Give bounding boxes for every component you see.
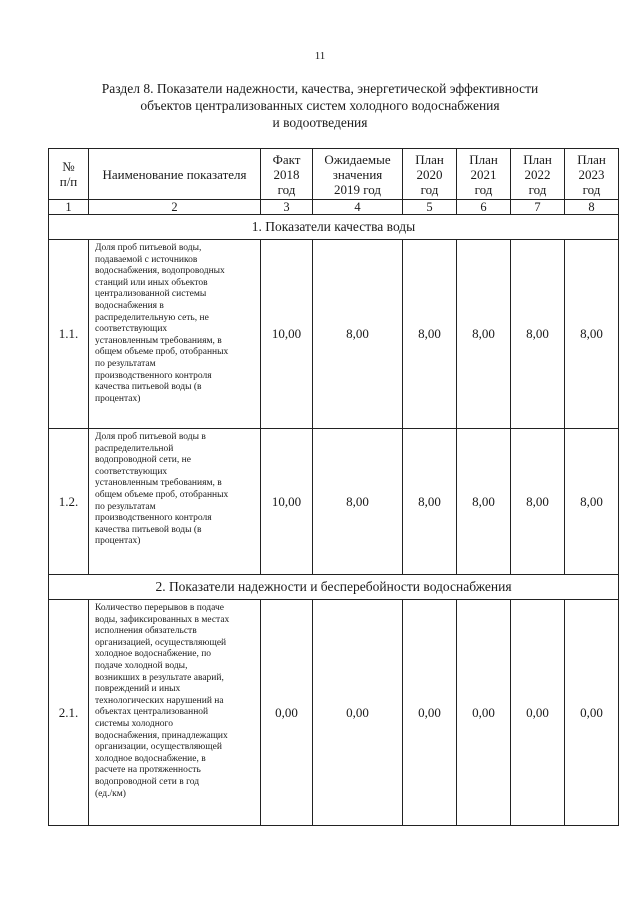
column-number: 8 <box>565 200 619 215</box>
section-title-line: Раздел 8. Показатели надежности, качества, энергетической эффективности <box>101 81 539 96</box>
column-header-line: п/п <box>59 174 78 189</box>
indicator-value: 8,00 <box>313 240 403 429</box>
indicator-name-line: подаваемой с источников <box>95 254 198 265</box>
indicator-name-line: распределительную сеть, не <box>95 312 209 323</box>
column-header-line: Факт <box>272 151 301 167</box>
indicator-name-line: технологических нарушений на <box>95 695 224 706</box>
column-number: 1 <box>49 200 89 215</box>
column-header-line: Наименование показателя <box>102 166 247 182</box>
row-number: 1.1. <box>49 240 89 429</box>
indicator-name-line: общем объеме проб, отобранных <box>95 489 229 500</box>
header-row <box>49 149 619 200</box>
page-number: 11 <box>314 50 326 62</box>
section-title-line: и водоотведения <box>272 115 368 130</box>
column-number: 3 <box>261 200 313 215</box>
column-header-line: 2021 <box>470 166 497 182</box>
indicator-name-line: производственного контроля <box>95 513 212 524</box>
indicators-table <box>48 148 619 826</box>
indicator-name-line: организацией, осуществляющей <box>95 637 227 648</box>
indicator-value: 10,00 <box>261 429 313 575</box>
section-title <box>60 80 580 131</box>
column-header <box>457 149 511 200</box>
column-header-line: год <box>420 181 439 197</box>
column-number: 6 <box>457 200 511 215</box>
indicator-name-line: станций или иных объектов <box>95 277 208 288</box>
column-header-line: 2023 <box>578 166 605 182</box>
indicator-name-line: процентах) <box>95 536 141 547</box>
indicator-value: 8,00 <box>403 429 457 575</box>
indicator-name-line: подаче холодной воды, <box>95 660 188 671</box>
indicator-name-line: (ед./км) <box>95 788 126 799</box>
column-header-line: значения <box>332 166 383 182</box>
indicator-value: 8,00 <box>511 429 565 575</box>
table-row <box>49 600 619 826</box>
indicator-name-line: исполнения обязательств <box>95 626 197 637</box>
column-number: 7 <box>511 200 565 215</box>
indicator-name <box>89 240 261 429</box>
column-number: 2 <box>89 200 261 215</box>
indicator-name-line: воды, зафиксированных в местах <box>95 614 230 625</box>
row-number: 2.1. <box>49 600 89 826</box>
column-header-line: № <box>62 159 75 174</box>
indicator-value: 8,00 <box>313 429 403 575</box>
indicator-value: 0,00 <box>403 600 457 826</box>
column-header-line: год <box>582 181 601 197</box>
indicator-value: 8,00 <box>457 240 511 429</box>
indicator-value: 0,00 <box>511 600 565 826</box>
section-heading: 2. Показатели надежности и бесперебойности водоснабжения <box>49 575 619 600</box>
indicator-name-line: по результатам <box>95 358 156 369</box>
indicator-name-line: производственного контроля <box>95 370 212 381</box>
column-header <box>49 149 89 200</box>
column-header-line: 2022 <box>524 166 551 182</box>
indicator-name-line: установленным требованиям, в <box>95 335 222 346</box>
indicator-name-line: соответствующих <box>95 324 168 335</box>
indicator-name-line: водоснабжения, принадлежащих <box>95 730 228 741</box>
column-header-line: Ожидаемые <box>324 151 391 167</box>
column-header-line: План <box>469 151 498 167</box>
indicator-name-line: водоснабжения в <box>95 300 164 311</box>
indicator-name-line: расчете на протяженность <box>95 765 201 776</box>
column-header <box>261 149 313 200</box>
section-heading: 1. Показатели качества воды <box>49 215 619 240</box>
indicator-value: 8,00 <box>403 240 457 429</box>
indicator-name <box>89 600 261 826</box>
column-header-line: год <box>277 181 296 197</box>
indicator-name <box>89 429 261 575</box>
indicator-name-line: Доля проб питьевой воды, <box>95 243 202 253</box>
column-header-line: План <box>523 151 552 167</box>
column-header <box>565 149 619 200</box>
column-header-line: План <box>415 151 444 167</box>
row-number: 1.2. <box>49 429 89 575</box>
section-header-row <box>49 215 619 240</box>
column-header-line: 2019 год <box>334 181 381 197</box>
indicator-name-line: качества питьевой воды (в <box>95 382 202 393</box>
indicator-name-line: распределительной <box>95 443 174 454</box>
indicator-value: 0,00 <box>261 600 313 826</box>
indicator-value: 0,00 <box>565 600 619 826</box>
indicator-value: 8,00 <box>457 429 511 575</box>
indicator-name-line: возникших в результате аварий, <box>95 672 224 683</box>
indicator-value: 0,00 <box>457 600 511 826</box>
column-header-line: год <box>474 181 493 197</box>
indicator-value: 8,00 <box>511 240 565 429</box>
indicator-name-line: соответствующих <box>95 466 168 477</box>
column-number-row <box>49 200 619 215</box>
table-row <box>49 240 619 429</box>
indicator-name-line: водопроводной сети в год <box>95 776 200 787</box>
column-header-line: год <box>528 181 547 197</box>
indicator-name-line: объектах централизованной <box>95 707 209 718</box>
indicator-name-line: Доля проб питьевой воды в <box>95 432 206 442</box>
indicator-value: 0,00 <box>313 600 403 826</box>
column-header <box>403 149 457 200</box>
column-number: 4 <box>313 200 403 215</box>
column-number: 5 <box>403 200 457 215</box>
column-header-line: 2020 <box>416 166 443 182</box>
column-header <box>511 149 565 200</box>
indicator-value: 8,00 <box>565 429 619 575</box>
indicator-name-line: повреждений и иных <box>95 684 181 695</box>
indicator-name-line: общем объеме проб, отобранных <box>95 347 229 358</box>
indicator-value: 10,00 <box>261 240 313 429</box>
indicator-name-line: системы холодного <box>95 718 173 729</box>
indicator-name-line: процентах) <box>95 393 141 404</box>
indicator-name-line: установленным требованиям, в <box>95 478 222 489</box>
indicator-name-line: водоснабжения, водопроводных <box>95 266 225 277</box>
indicator-value: 8,00 <box>565 240 619 429</box>
section-title-line: объектов централизованных систем холодного водоснабжения <box>140 98 500 113</box>
indicator-name-line: по результатам <box>95 501 156 512</box>
indicator-name-line: качества питьевой воды (в <box>95 524 202 535</box>
column-header <box>89 149 261 200</box>
indicator-name-line: организации, осуществляющей <box>95 742 222 753</box>
indicator-name-line: централизованной системы <box>95 289 207 300</box>
section-header-row <box>49 575 619 600</box>
indicator-name-line: холодное водоснабжение, в <box>95 753 206 764</box>
indicator-name-line: водопроводной сети, не <box>95 455 191 466</box>
column-header-line: План <box>577 151 606 167</box>
column-header <box>313 149 403 200</box>
table-row <box>49 429 619 575</box>
indicator-name-line: холодное водоснабжение, по <box>95 649 212 660</box>
column-header-line: 2018 <box>273 166 300 182</box>
indicator-name-line: Количество перерывов в подаче <box>95 603 224 613</box>
table-body <box>49 215 619 826</box>
